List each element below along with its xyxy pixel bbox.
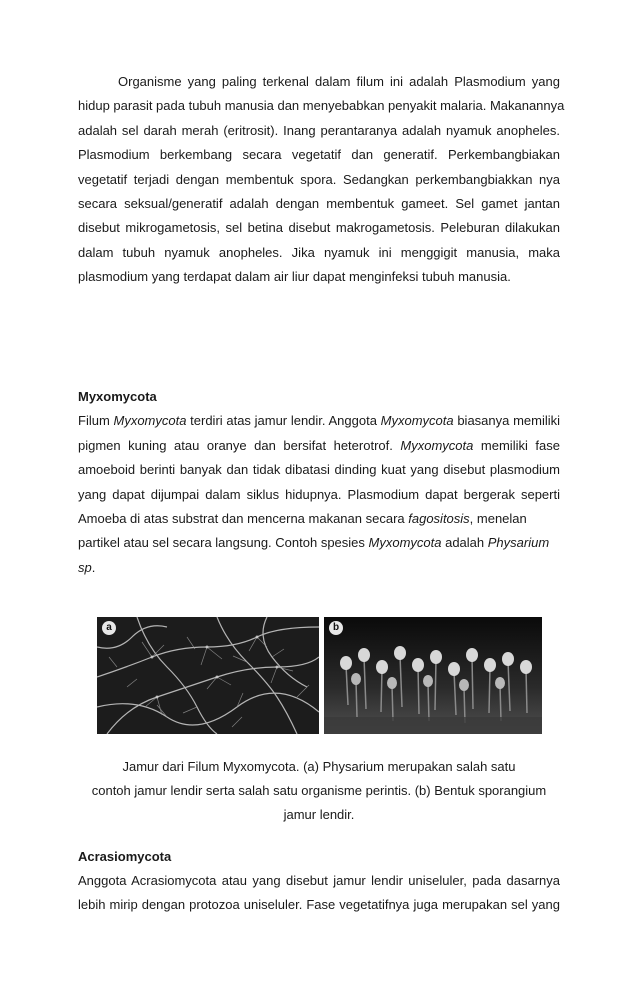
caption-line: contoh jamur lendir serta salah satu organisme perintis. (b) Bentuk sporangium	[91, 783, 547, 798]
text-line: Filum Myxomycota terdiri atas jamur lendir. Anggota Myxomycota biasanya memiliki	[78, 413, 561, 428]
text-line: Amoeba di atas substrat dan mencerna makanan secara fagositosis, menelan	[78, 511, 527, 526]
text-line: adalah sel darah merah (eritrosit). Inang perantaranya adalah nyamuk anopheles.	[78, 123, 560, 138]
caption-line: Jamur dari Filum Myxomycota. (a) Physarium merupakan salah satu	[122, 759, 516, 774]
text-line: secara seksual/generatif adalah dengan membentuk gameet. Sel gamet jantan	[78, 196, 560, 211]
text-line: lebih mirip dengan protozoa uniseluler. Fase vegetatifnya juga merupakan sel yang	[78, 897, 560, 912]
section-heading-acrasiomycota: Acrasiomycota	[78, 849, 172, 864]
text-line: partikel atau sel secara langsung. Contoh spesies Myxomycota adalah Physarium	[78, 535, 550, 550]
text-line: hidup parasit pada tubuh manusia dan menyebabkan penyakit malaria. Makanannya	[78, 98, 565, 113]
text-line: yang dapat dijumpai dalam siklus hidupnya. Plasmodium dapat bergerak seperti	[78, 487, 560, 502]
text-line: dalam tubuh nyamuk anopheles. Jika nyamuk ini menggigit manusia, maka	[78, 245, 560, 260]
text-line: Plasmodium berkembang secara vegetatif dan generatif. Perkembangbiakan	[78, 147, 560, 162]
text-line: disebut mikrogametosis, sel betina disebut makrogametosis. Peleburan dilakukan	[78, 220, 560, 235]
text-line: Organisme yang paling terkenal dalam filum ini adalah Plasmodium yang	[118, 74, 560, 89]
text-line: Anggota Acrasiomycota atau yang disebut jamur lendir uniseluler, pada dasarnya	[78, 873, 560, 888]
text-line: pigmen kuning atau oranye dan bersifat heterotrof. Myxomycota memiliki fase	[78, 438, 560, 453]
figure-sporangium-photo	[324, 617, 542, 734]
figure-physarium-photo	[97, 617, 319, 734]
section-heading-myxomycota: Myxomycota	[78, 389, 157, 404]
text-line: sp.	[78, 560, 96, 575]
text-line: amoeboid berinti banyak dan tidak dibatasi dinding kuat yang disebut plasmodium	[78, 462, 560, 477]
text-line: plasmodium yang terdapat dalam air liur dapat menginfeksi tubuh manusia.	[78, 269, 511, 284]
text-line: vegetatif terjadi dengan membentuk spora. Sedangkan perkembangbiakkan nya	[78, 172, 560, 187]
figure-label-a: a	[102, 621, 116, 635]
caption-line: jamur lendir.	[283, 807, 355, 822]
figure-label-b: b	[329, 621, 343, 635]
